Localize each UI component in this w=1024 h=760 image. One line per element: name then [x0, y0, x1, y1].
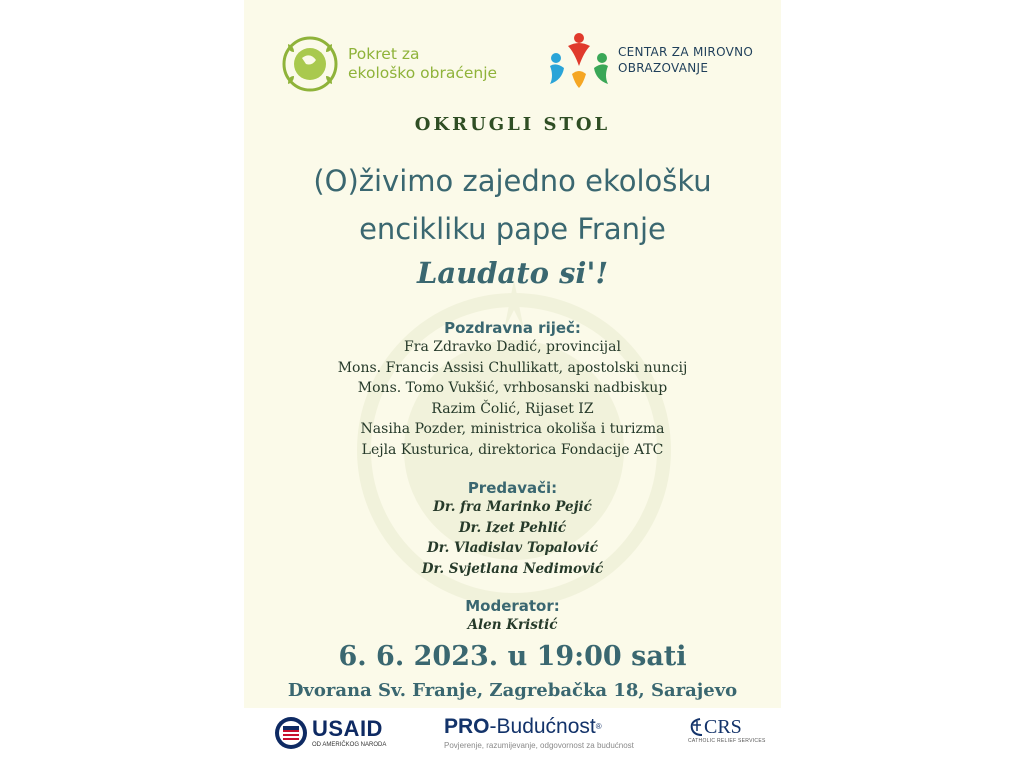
pokret-logo [278, 32, 497, 96]
crs-tagline: CATHOLIC RELIEF SERVICES [688, 738, 766, 744]
pro-name-bold: PRO [444, 715, 490, 738]
moderator-name: Alen Kristić [467, 617, 558, 633]
crs-logo [688, 716, 766, 744]
crs-name: CRS [704, 716, 742, 738]
pro-registered-mark: ® [595, 722, 602, 731]
centar-logo-line2: OBRAZOVANJE [618, 61, 709, 75]
welcome-heading: Pozdravna riječ: [444, 319, 581, 337]
moderator-heading: Moderator: [465, 597, 560, 615]
speaker-line: Dr. fra Marinko Pejić [433, 499, 592, 515]
event-date: 6. 6. 2023. u 19:00 sati [338, 641, 687, 672]
speaker-line: Dr. Vladislav Topalović [427, 540, 598, 556]
welcome-line: Fra Zdravko Dadić, provincijal [404, 339, 621, 355]
event-title-line2: encikliku pape Franje [359, 212, 666, 246]
poster [244, 0, 781, 760]
usaid-subtitle: OD AMERIČKOG NARODA [312, 742, 387, 748]
welcome-line: Lejla Kusturica, direktorica Fondacije ATC [361, 441, 664, 458]
welcome-section [244, 319, 781, 460]
welcome-line: Mons. Tomo Vukšić, vrhbosanski nadbiskup [357, 380, 668, 396]
pokret-logo-line2: ekološko obraćenje [348, 64, 498, 82]
eco-globe-icon [278, 32, 342, 96]
welcome-line: Nasiha Pozder, ministrica okoliša i turizma [360, 421, 665, 437]
centar-logo-line1: CENTAR ZA MIROVNO [618, 45, 754, 59]
speaker-line: Dr. Svjetlana Nedimović [421, 560, 604, 577]
event-title [244, 157, 781, 253]
usaid-seal-icon [274, 716, 308, 750]
usaid-name: USAID [312, 716, 383, 741]
event-type: OKRUGLI STOL [414, 114, 611, 135]
pokret-logo-line1: Pokret za [348, 45, 420, 63]
usaid-logo [274, 716, 386, 750]
crs-cross-icon [688, 716, 704, 738]
speaker-line: Dr. Izet Pehlić [458, 519, 567, 536]
event-subtitle: Laudato si'! [416, 256, 609, 290]
pro-name-rest: -Budućnost [489, 715, 596, 738]
pro-tagline: Povjerenje, razumijevanje, odgovornost za budućnost [444, 741, 634, 750]
speakers-heading: Predavači: [467, 479, 558, 497]
welcome-line: Mons. Francis Assisi Chullikatt, apostolski nuncij [337, 359, 688, 376]
speakers-section [244, 479, 781, 579]
event-title-line1: (O)živimo zajedno ekološku [313, 164, 712, 198]
moderator-section [244, 597, 781, 636]
sponsor-bar [244, 708, 781, 760]
people-star-icon [546, 30, 612, 90]
welcome-line: Razim Čolić, Rijaset IZ [431, 400, 594, 417]
event-venue: Dvorana Sv. Franje, Zagrebačka 18, Sarajevo [287, 680, 738, 701]
pro-buducnost-logo [444, 716, 634, 750]
centar-logo [546, 30, 753, 90]
